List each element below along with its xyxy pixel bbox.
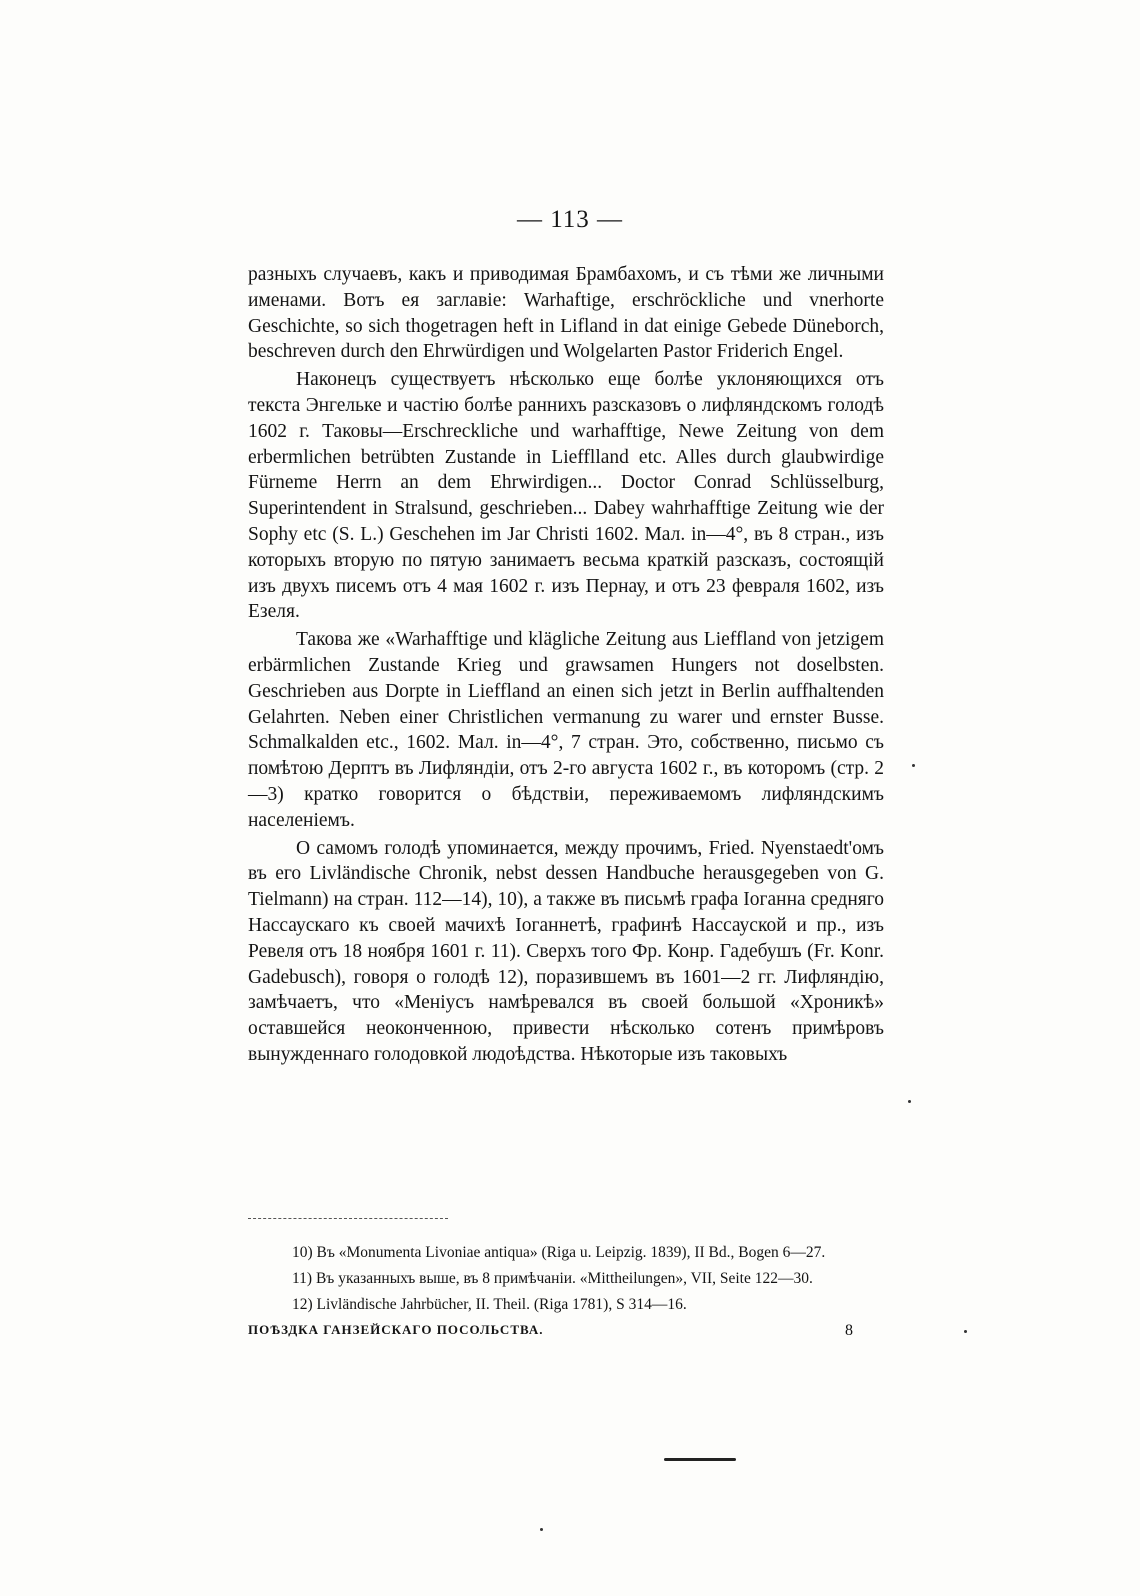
sheet-number: 8 [845, 1322, 854, 1339]
page-number: — 113 — [516, 206, 624, 233]
signature-line [248, 1322, 884, 1340]
body-text [248, 262, 884, 1070]
paragraph-1: разныхъ случаевъ, какъ и приводимая Брамбахомъ, и съ тѣми же личными именами. Вотъ ея заглавіе: Warhaftige, erschröckliche und vnerhorte Geschichte, so sich thogetragen heft in Lifland in dat einige Gebede Düneborch, beschreven durch den Ehrwürdigen und Wolgelarten Pastor Friderich Engel. [248, 264, 884, 363]
signature-title: ПОѢЗДКА ГАНЗЕЙСКАГО ПОСОЛЬСТВА. [248, 1322, 544, 1337]
ink-speck [964, 1330, 967, 1333]
ink-speck [912, 764, 915, 767]
bottom-ornament-line [664, 1458, 736, 1461]
ink-speck [908, 1100, 911, 1103]
paragraph-4: О самомъ голодѣ упоминается, между прочимъ, Fried. Nyenstaedt'омъ въ его Livländische Chronik, nebst dessen Handbuche herausgegeben von G. Tielmann) на стран. 112—14), 10), а также въ письмѣ графа Іоганна средняго Нассаускаго къ своей мачихѣ Іоганнетѣ, графинѣ Нассауской и пр., изъ Ревеля отъ 18 ноября 1601 г. 11). Сверхъ того Фр. Конр. Гадебушъ (Fr. Konr. Gadebusch), говоря о голодѣ 12), поразившемъ въ 1601—2 гг. Лифляндію, замѣчаетъ, что «Меніусъ намѣревался въ своей большой «Хроникѣ» оставшейся неоконченною, привести нѣсколько сотенъ примѣровъ вынужденнаго голодовкой людоѣдства. Нѣкоторые изъ таковыхъ [248, 837, 884, 1065]
paragraph-2: Наконецъ существуетъ нѣсколько еще болѣе уклоняющихся отъ текста Энгельке и частію болѣе раннихъ разсказовъ о лифляндскомъ голодѣ 1602 г. Таковы—Erschreckliche und warhafftige, Newe Zeitung von dem erbermlichen betrübten Zustande in Liefflland etc. Alles durch glaubwirdige Fürneme Herrn an dem Ehrwirdigen... Doctor Conrad Schlüsselburg, Superintendent in Stralsund, geschrieben... Dabey wahrhafftige Zeitung wie der Sophy etc (S. L.) Geschehen im Jar Christi 1602. Мал. in—4°, въ 8 стран., изъ которыхъ вторую по пятую занимаетъ весьма краткій разсказъ, состоящій изъ двухъ писемъ отъ 4 мая 1602 г. изъ Пернау, и отъ 23 февраля 1602, изъ Езеля. [248, 369, 884, 623]
footnote-11: 11) Въ указанныхъ выше, въ 8 примѣчаніи. «Mittheilungen», VII, Seite 122—30. [292, 1270, 813, 1287]
paragraph-3: Такова же «Warhafftige und klägliche Zeitung aus Lieffland von jetzigem erbärmlichen Zustande Krieg und grawsamen Hungers not doselbsten. Geschrieben aus Dorpte in Lieffland an einen sich jetzt in Berlin auffhaltenden Gelahrten. Neben einer Christlichen vermanung zu warer und ernster Busse. Schmalkalden etc., 1602. Мал. in—4°, 7 стран. Это, собственно, письмо съ помѣтою Дерптъ въ Лифляндіи, отъ 2-го августа 1602 г., въ которомъ (стр. 2—3) кратко говорится о бѣдствіи, переживаемомъ лифляндскимъ населеніемъ. [248, 629, 884, 831]
footnote-10: 10) Въ «Monumenta Livoniae antiqua» (Riga u. Leipzig. 1839), II Bd., Bogen 6—27. [292, 1244, 826, 1261]
footnote-12: 12) Livländische Jahrbücher, II. Theil. (Riga 1781), S 314—16. [292, 1296, 687, 1313]
footnote-separator [248, 1218, 448, 1219]
footnotes [248, 1240, 884, 1318]
ink-speck [540, 1528, 543, 1531]
